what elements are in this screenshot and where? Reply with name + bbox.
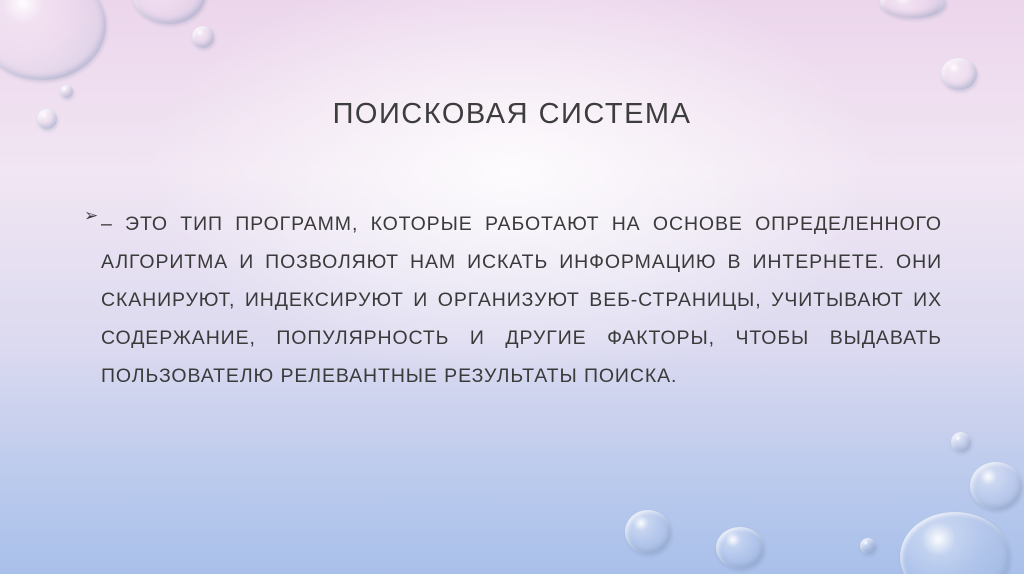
water-drop-icon: [951, 432, 971, 452]
water-drop-icon: [625, 510, 671, 554]
water-drop-icon: [716, 527, 764, 569]
water-drop-icon: [0, 0, 106, 80]
bullet-item: [84, 205, 942, 395]
slide-title: ПОИСКОВАЯ СИСТЕМА: [332, 98, 692, 130]
water-drop-icon: [900, 512, 1010, 574]
water-drop-icon: [132, 0, 206, 24]
arrow-bullet-icon: ➢: [84, 206, 99, 225]
water-drop-icon: [880, 0, 946, 18]
water-drop-icon: [192, 26, 214, 48]
water-drop-icon: [970, 462, 1022, 510]
bullet-text: – ЭТО ТИП ПРОГРАММ, КОТОРЫЕ РАБОТАЮТ НА ОСНОВЕ ОПРЕДЕЛЕННОГО АЛГОРИТМА И ПОЗВОЛЯЮТ НАМ ИСКАТЬ ИНФОРМАЦИЮ В ИНТЕРНЕТЕ. ОНИ СКАНИРУЮТ, ИНДЕКСИРУЮТ И ОРГАНИЗУЮТ ВЕБ-СТРАНИЦЫ, УЧИТЫВАЮТ ИХ СОДЕРЖАНИЕ, ПОПУЛЯРНОСТЬ И ДРУГИЕ ФАКТОРЫ, ЧТОБЫ ВЫДАВАТЬ ПОЛЬЗОВАТЕЛЮ РЕЛЕВАНТНЫЕ РЕЗУЛЬТАТЫ ПОИСКА.: [101, 213, 942, 387]
water-drop-icon: [860, 538, 876, 554]
water-drop-icon: [60, 85, 73, 98]
water-drop-icon: [941, 58, 977, 90]
